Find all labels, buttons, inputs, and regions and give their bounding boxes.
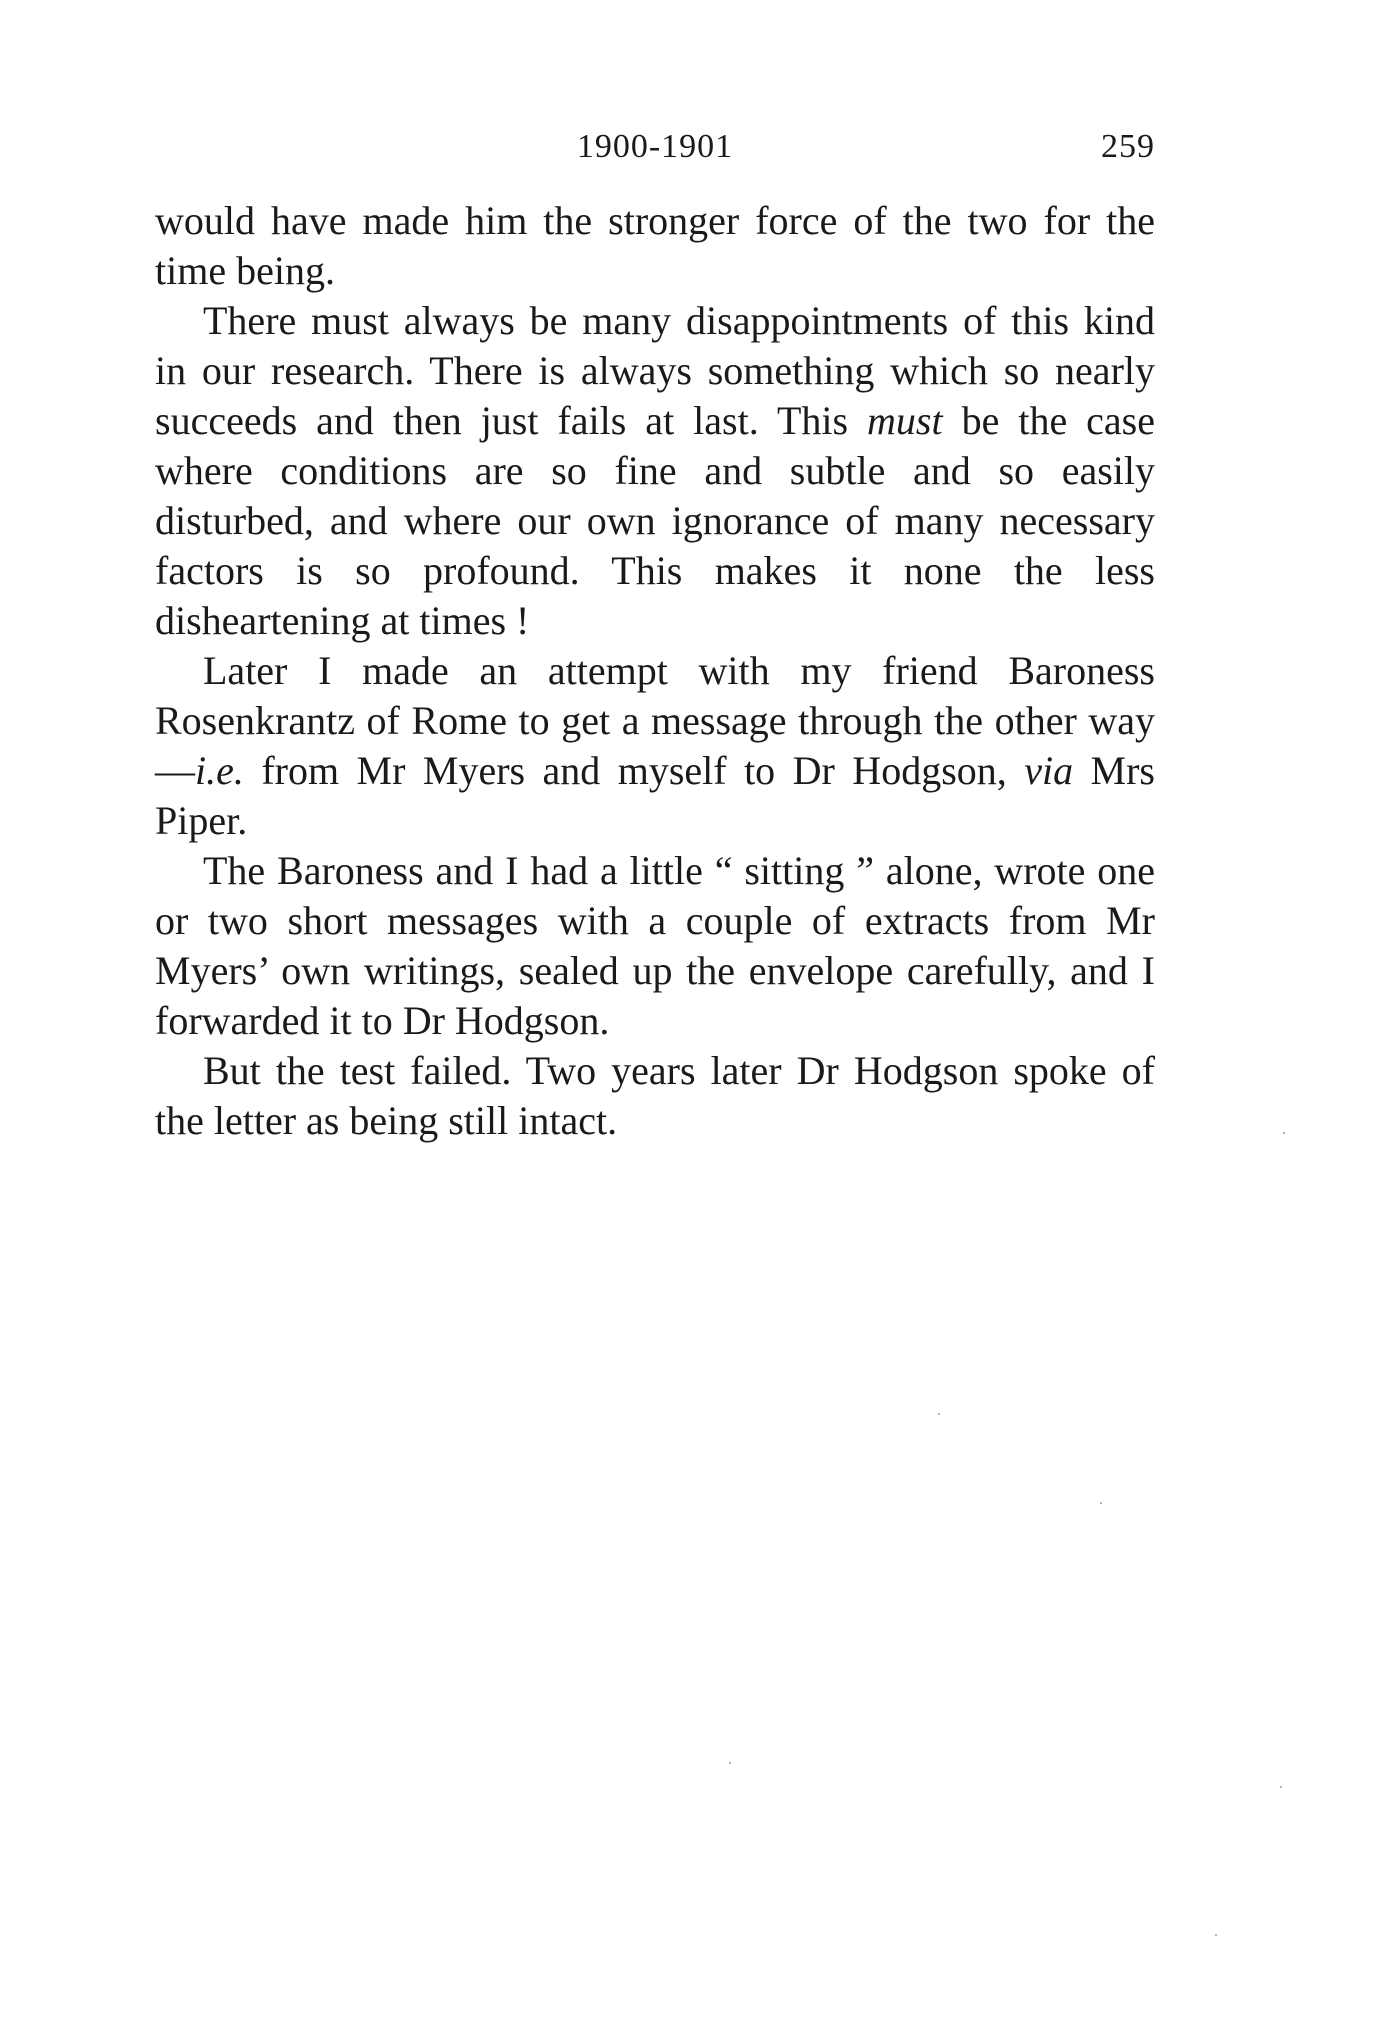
page-number: 259 [1101,128,1155,165]
paragraph-3 [155,646,1155,846]
paragraph-3-emphasis-ie: i.e. [195,748,244,793]
paragraph-2-text-b: be the case where conditions are so fine and subtle and so easily disturbed, and where our own ignorance of many necessary factors is so profound. This makes it none the less disheartening at times ! [155,398,1156,643]
scan-speck [1283,1132,1285,1134]
scan-speck [938,1413,940,1415]
running-title: 1900-1901 [576,128,734,165]
paragraph-1-text: would have made him the stronger force of the two for the time being. [155,198,1155,293]
scan-speck [729,1762,731,1764]
paragraph-4 [155,846,1155,1046]
paragraph-3-text-c: Mrs Piper. [155,748,1156,843]
paragraph-4-text: The Baroness and I had a little “ sitting ” alone, wrote one or two short messages with a couple of extracts from Mr Myers’ own writings, sealed up the envelope carefully, and I forwarded it to Dr Hodgson. [155,848,1155,1043]
scan-speck [1215,1934,1217,1936]
body-text [155,196,1155,1146]
paragraph-5 [155,1046,1155,1146]
paragraph-2 [155,296,1155,646]
running-header [155,128,1155,176]
paragraph-2-emphasis: must [867,398,943,443]
scan-speck [1100,1502,1102,1504]
paragraph-3-text-a: Later I made an attempt with my friend Baroness Rosenkrantz of Rome to get a message through the other way— [155,648,1155,793]
paragraph-3-text-b: from Mr Myers and myself to Dr Hodgson, [243,748,1025,793]
paragraph-5-text: But the test failed. Two years later Dr Hodgson spoke of the letter as being still intact. [155,1048,1155,1143]
paragraph-3-emphasis-via: via [1024,748,1074,793]
scan-speck [1280,1786,1282,1788]
paragraph-1 [155,196,1155,296]
paragraph-2-text-a: There must always be many disappointments of this kind in our research. There is always something which so nearly succeeds and then just fails at last. This [155,298,1155,443]
